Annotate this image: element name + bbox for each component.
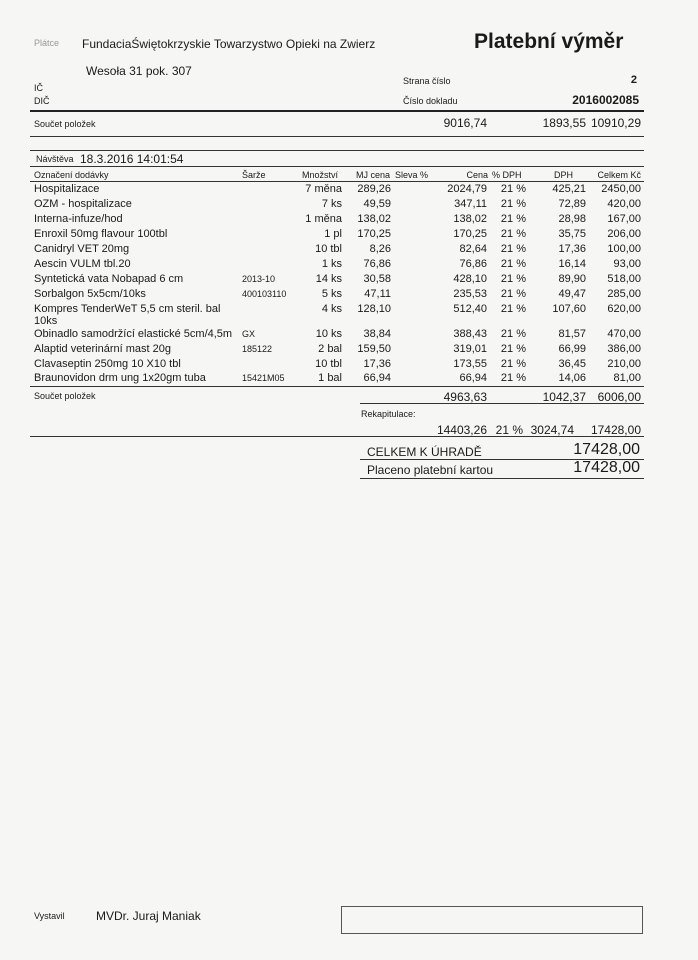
table-row: Enroxil 50mg flavour 100tbl 1 pl 170,25 170,25 21 % 35,75 206,00 [34,228,641,240]
top-sum-vat: 1893,55 [542,116,586,130]
bottom-sum-divider [360,403,644,404]
table-row: Obinadlo samodržící elastické 5cm/4,5m GX 10 ks 38,84 388,43 21 % 81,57 470,00 [34,328,641,340]
bottom-sum-vat: 1042,37 [542,390,586,404]
document-title: Platební výměr [474,30,624,53]
top-sum-total: 10910,29 [590,116,641,130]
column-unit-price: MJ cena [356,170,391,180]
column-discount: Sleva % [395,170,429,180]
recap-base: 14403,26 [436,423,487,437]
column-vat-pct: % DPH [492,170,522,180]
paid-label: Placeno platební kartou [367,463,494,477]
table-row: Hospitalizace 7 měna 289,26 2024,79 21 % 425,21 2450,00 [34,183,641,195]
paid-divider [360,478,644,479]
bottom-sum-total: 6006,00 [597,390,641,404]
amount-due-label: CELKEM K ÚHRADĚ [367,445,482,459]
visit-datetime: 18.3.2016 14:01:54 [80,152,184,166]
table-row: Clavaseptin 250mg 10 X10 tbl 10 tbl 17,36 173,55 21 % 36,45 210,00 [34,358,641,370]
column-price: Cena [466,170,488,180]
table-row: Sorbalgon 5x5cm/10ks 400103110 5 ks 47,11 235,53 21 % 49,47 285,00 [34,288,641,300]
paid-value: 17428,00 [573,459,640,476]
top-sum-divider [30,136,644,137]
table-row: Aescin VULM tbl.20 1 ks 76,86 76,86 21 % 16,14 93,00 [34,258,641,270]
items-bottom-divider [30,386,644,387]
table-row: Kompres TenderWeT 5,5 cm steril. bal 10ks 4 ks 128,10 512,40 21 % 107,60 620,00 [34,303,641,327]
column-batch: Šarže [242,170,266,180]
visit-label: Návštěva [36,154,74,164]
column-name: Označení dodávky [34,170,109,180]
bottom-sum-base: 4963,63 [443,390,487,404]
payer-label: Plátce [34,38,60,48]
table-row: Canidryl VET 20mg 10 tbl 8,26 82,64 21 % 17,36 100,00 [34,243,641,255]
recap-label: Rekapitulace: [361,409,416,419]
table-row: Syntetická vata Nobapad 6 cm 2013-10 14 ks 30,58 428,10 21 % 89,90 518,00 [34,273,641,285]
page-value: 2 [630,74,637,86]
ic-label: IČ [34,83,43,93]
page-label: Strana číslo [403,76,451,86]
column-total: Celkem Kč [597,170,641,180]
table-row: Braunovidon drm ung 1x20gm tuba 15421M05 1 bal 66,94 66,94 21 % 14,06 81,00 [34,372,641,384]
recap-divider [30,436,644,437]
visit-bottom-divider [30,166,644,167]
header-row-divider [30,181,644,182]
bottom-sum-label: Součet položek [34,391,96,401]
issued-by-label: Vystavil [34,911,65,921]
organization-address: Wesoła 31 pok. 307 [86,64,192,78]
table-row: Alaptid veterinární mast 20g 185122 2 bal 159,50 319,01 21 % 66,99 386,00 [34,343,641,355]
dic-label: DIČ [34,96,50,106]
organization-name: FundaciaŚwiętokrzyskie Towarzystwo Opieki na Zwierz [82,37,376,51]
amount-due-value: 17428,00 [573,441,640,458]
top-sum-base: 9016,74 [443,116,487,130]
table-row: OZM - hospitalizace 7 ks 49,59 347,11 21 % 72,89 420,00 [34,198,641,210]
recap-vat-pct: 21 % [495,423,523,437]
issuer-name: MVDr. Juraj Maniak [96,909,201,923]
recap-total: 17428,00 [590,423,641,437]
recap-vat: 3024,74 [530,423,574,437]
top-sum-label: Součet položek [34,119,96,129]
header-divider [30,110,644,112]
doc-number-label: Číslo dokladu [403,96,458,106]
signature-box [341,906,643,934]
doc-number-value: 2016002085 [572,93,639,107]
table-row: Interna-infuze/hod 1 měna 138,02 138,02 21 % 28,98 167,00 [34,213,641,225]
visit-top-divider [30,150,644,151]
column-qty: Množství [302,170,339,180]
column-vat: DPH [554,170,574,180]
